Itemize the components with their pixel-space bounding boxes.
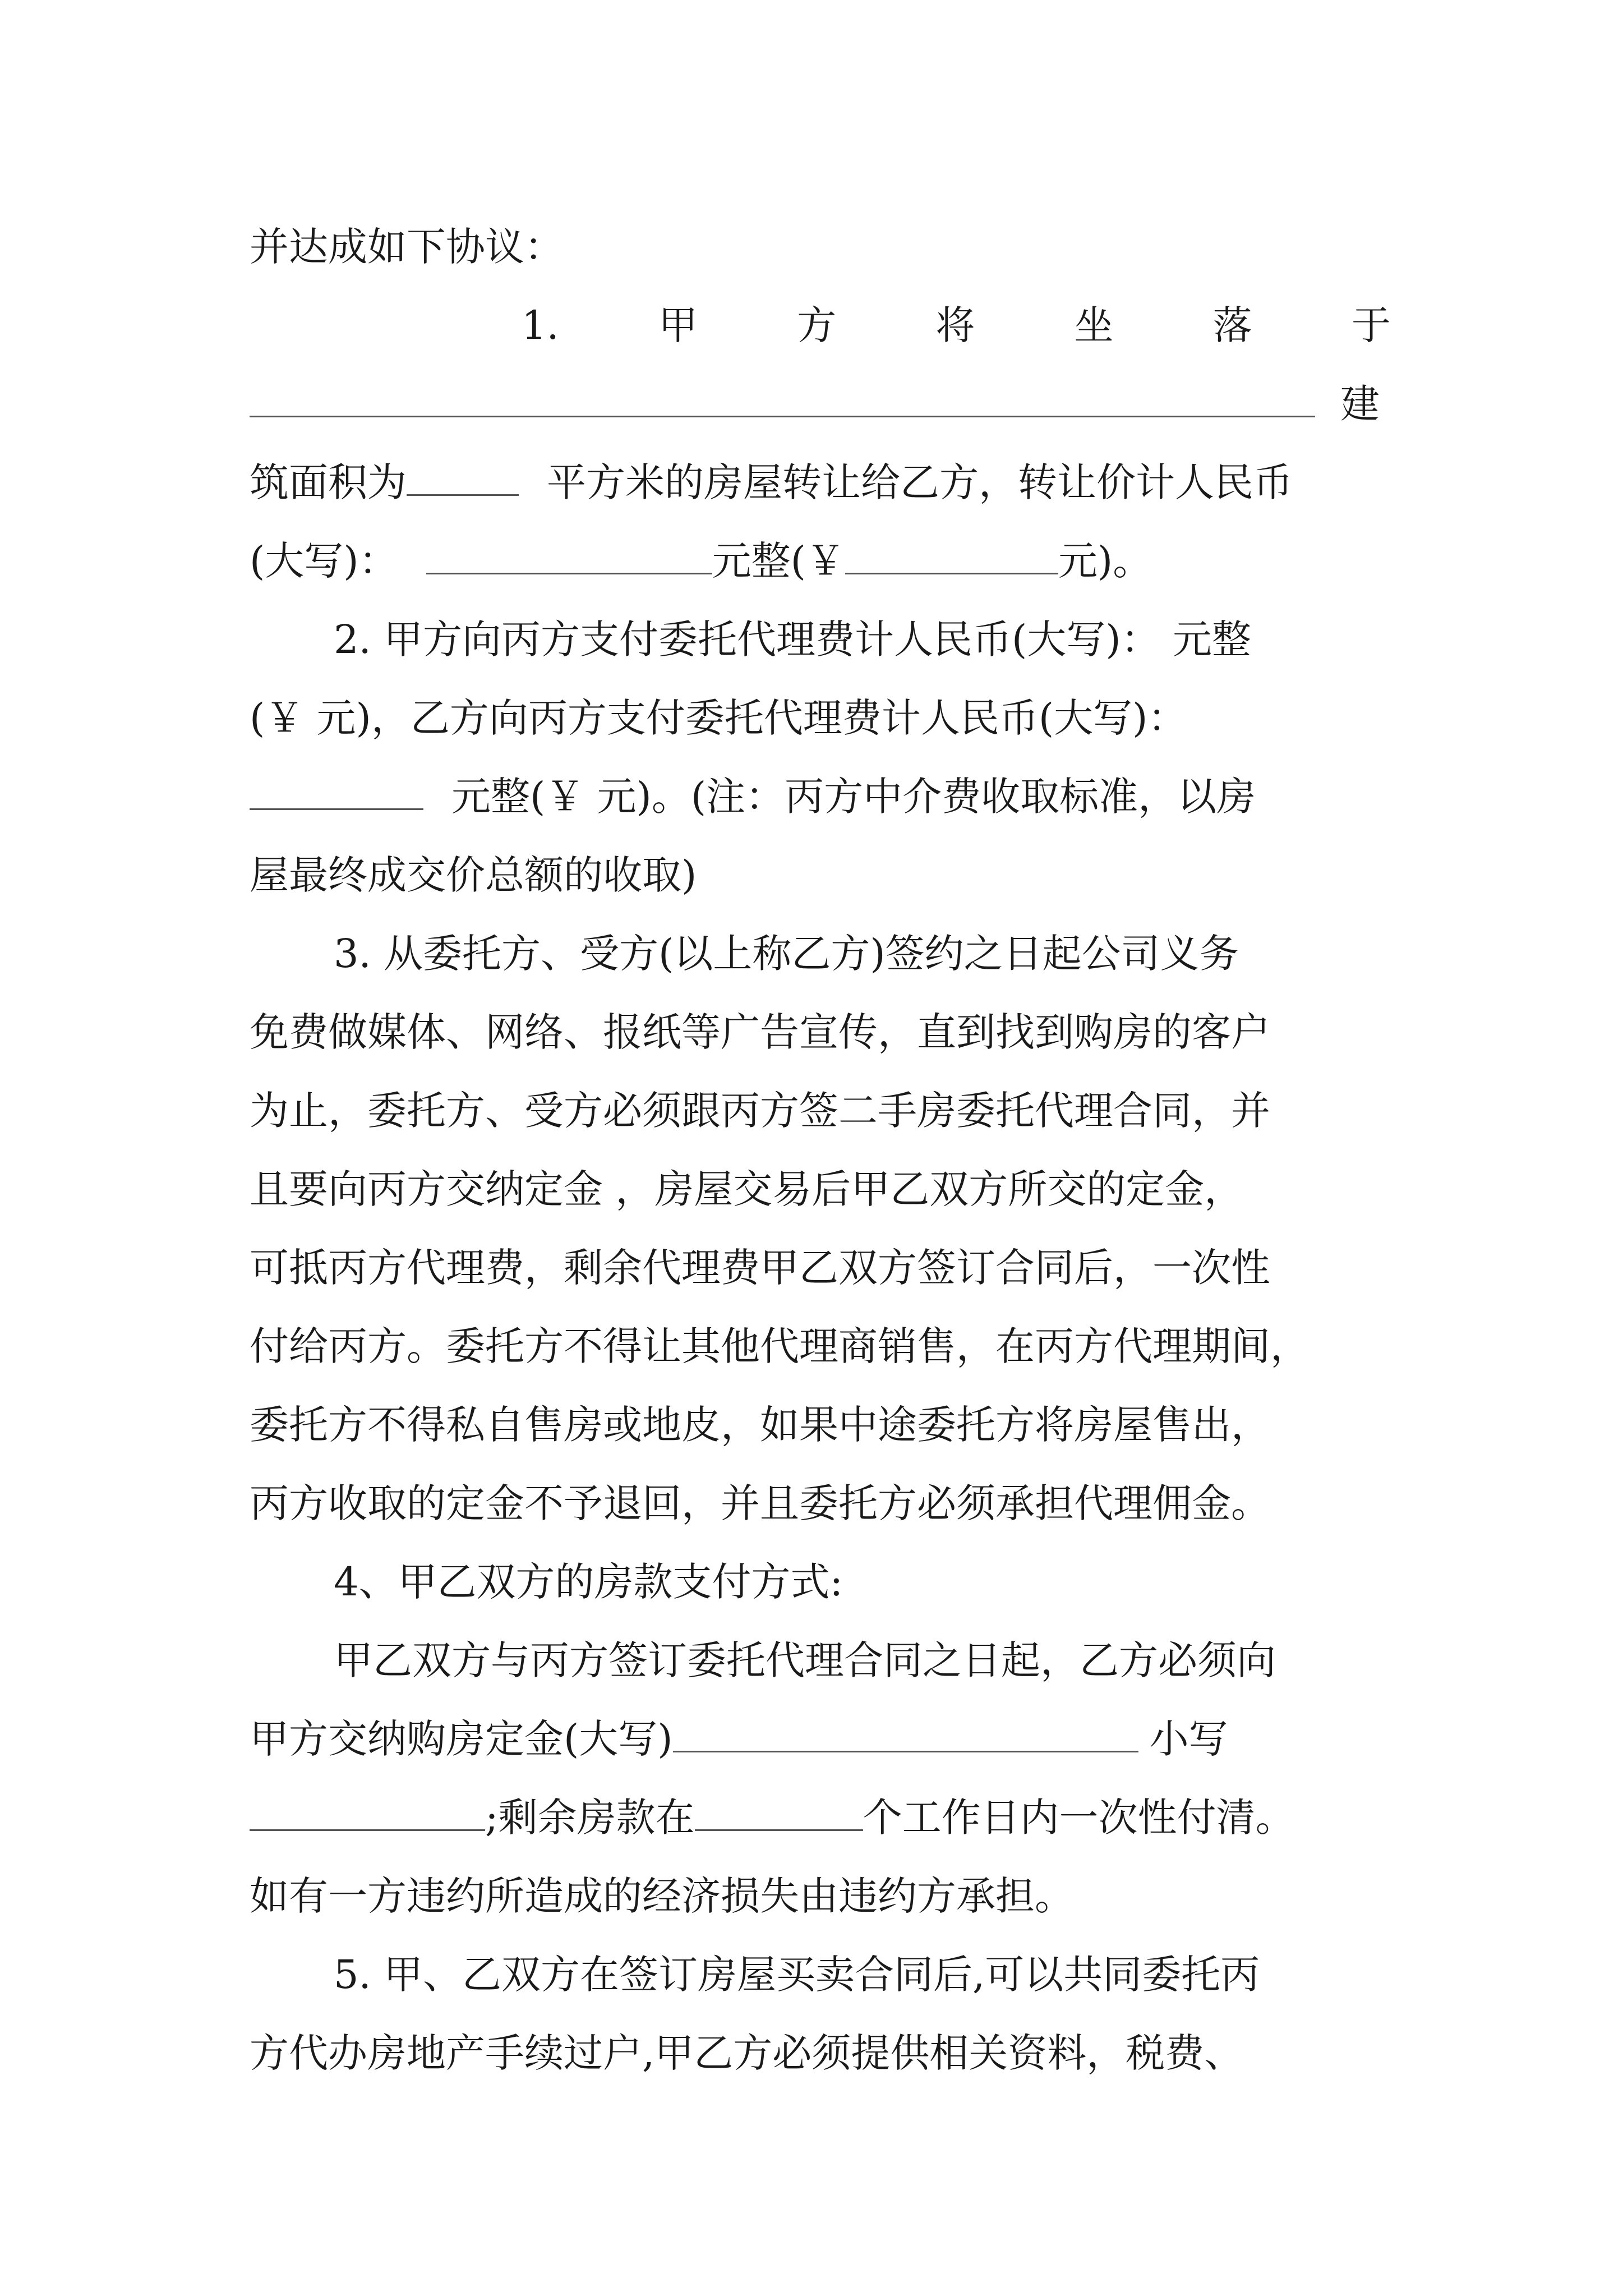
fill-blank bbox=[845, 538, 1058, 574]
fill-blank bbox=[695, 1795, 863, 1831]
text-line: 5. 甲、乙双方在签订房屋买卖合同后,可以共同委托丙 bbox=[334, 1952, 1260, 1998]
text-line: 可抵丙方代理费，剩余代理费甲乙双方签订合同后，一次性 bbox=[250, 1245, 1270, 1291]
text-line: (￥ 元)，乙方向丙方支付委托代理费计人民币(大写)： bbox=[250, 695, 1187, 741]
text-line: 筑面积为 平方米的房屋转让给乙方，转让价计人民币 bbox=[250, 459, 1293, 505]
text-line: 甲方交纳购房定金(大写) 小写 bbox=[250, 1716, 1228, 1762]
text-line: 委托方不得私自售房或地皮，如果中途委托方将房屋售出， bbox=[250, 1402, 1270, 1448]
text-line: 2. 甲方向丙方支付委托代理费计人民币(大写)： 元整 bbox=[334, 616, 1251, 662]
text-line: 且要向丙方交纳定金 ，房屋交易后甲乙双方所交的定金， bbox=[250, 1166, 1244, 1212]
clause-number: 1. bbox=[522, 302, 559, 348]
spaced-char: 落 bbox=[1212, 302, 1252, 348]
text-line: 免费做媒体、网络、报纸等广告宣传，直到找到购房的客户 bbox=[250, 1009, 1270, 1055]
fill-blank bbox=[426, 538, 712, 574]
spaced-char: 甲 bbox=[658, 302, 698, 348]
fill-blank bbox=[250, 381, 1315, 417]
text-line: 建 bbox=[250, 359, 1391, 449]
text-line: 付给丙方。委托方不得让其他代理商销售，在丙方代理期间， bbox=[250, 1323, 1310, 1369]
spaced-char: 坐 bbox=[1074, 302, 1114, 348]
text-line: 元整(￥ 元)。(注：丙方中介费收取标准，以房 bbox=[250, 752, 1391, 841]
fill-blank bbox=[250, 774, 423, 810]
text-line: 方代办房地产手续过户,甲乙方必须提供相关资料，税费、 bbox=[250, 2030, 1244, 2076]
fill-blank bbox=[407, 459, 519, 496]
text-line: 丙方收取的定金不予退回，并且委托方必须承担代理佣金。 bbox=[250, 1480, 1270, 1526]
fill-blank bbox=[250, 1795, 485, 1831]
spaced-char: 将 bbox=[935, 302, 975, 348]
spaced-char: 于 bbox=[1351, 302, 1391, 348]
text-line: 并达成如下协议： bbox=[250, 224, 564, 270]
text-line: 4、甲乙双方的房款支付方式: bbox=[334, 1559, 843, 1605]
spaced-char: 方 bbox=[797, 302, 837, 348]
text-line: 甲乙双方与丙方签订委托代理合同之日起，乙方必须向 bbox=[334, 1637, 1276, 1683]
text-line: ;剩余房款在 个工作日内一次性付清。 bbox=[250, 1773, 1391, 1862]
text-line-spaced bbox=[522, 280, 1391, 370]
text-line: 3. 从委托方、受方(以上称乙方)签约之日起公司义务 bbox=[334, 931, 1239, 977]
fill-blank bbox=[673, 1716, 1138, 1752]
text-line: 屋最终成交价总额的收取) bbox=[250, 852, 697, 898]
text-line: 如有一方违约所造成的经济损失由违约方承担。 bbox=[250, 1873, 1074, 1919]
text-line: 为止，委托方、受方必须跟丙方签二手房委托代理合同，并 bbox=[250, 1088, 1270, 1134]
text-line: (大写)： 元整(￥ 元)。 bbox=[250, 538, 1152, 584]
